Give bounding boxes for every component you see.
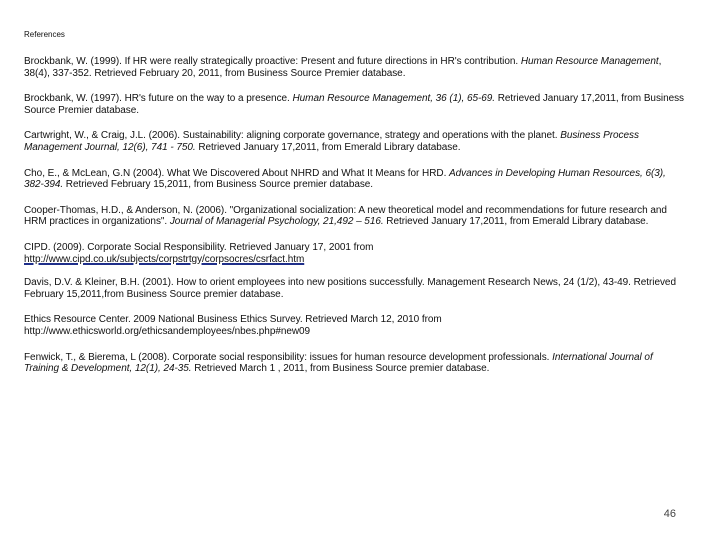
page-number: 46: [663, 508, 676, 520]
reference-source: Journal of Managerial Psychology, 21,492 – 516.: [169, 216, 384, 228]
reference-item-davis: [24, 277, 684, 300]
reference-text: Cooper-Thomas, H.D., & Anderson, N. (2006). "Organizational socialization: A new theoretical model and recommendations for future research and HRM practices in organizations".: [24, 204, 667, 228]
cipd-link[interactable]: http://www.cipd.co.uk/subjects/corpstrtgy/corpsocres/csrfact.htm: [24, 253, 305, 265]
reference-item-ethics: [24, 314, 684, 337]
reference-text: CIPD. (2009). Corporate Social Responsibility. Retrieved January 17, 2001 from: [24, 241, 374, 253]
reference-item: [24, 56, 684, 79]
reference-source: International Journal of Training & Development, 12(1), 24-35.: [24, 351, 653, 375]
reference-retrieval: Retrieved January 17,2011, from Emerald Library database.: [195, 141, 461, 153]
reference-text: Brockbank, W. (1999). If HR were really strategically proactive: Present and future directions in HR's contribution.: [24, 56, 521, 67]
reference-text: Cho, E., & McLean, G.N (2004). What We Discovered About NHRD and What It Means for HRD.: [24, 167, 450, 179]
reference-retrieval: Retrieved February 15,2011, from Business Source premier database.: [63, 179, 374, 191]
reference-retrieval: , 38(4), 337-352. Retrieved February 20, 2011, from Business Source Premier database.: [24, 56, 662, 79]
reference-text: Davis, D.V. & Kleiner, B.H. (2001). How to orient employees into new positions successfully. Management Research News, 24 (1/2), 43-49. Retrieved February 15,2011,from Business Source premier database.: [24, 277, 676, 300]
reference-item: [24, 93, 684, 116]
reference-item-cipd: [24, 242, 684, 265]
ethics-url: http://www.ethicsworld.org/ethicsandemployees/nbes.php#new09: [24, 325, 311, 337]
reference-retrieval: Retrieved January 17,2011, from Emerald Library database.: [383, 216, 649, 228]
reference-item-fenwick: [24, 352, 684, 375]
reference-item: [24, 205, 684, 228]
reference-text: Fenwick, T., & Bierema, L (2008). Corporate social responsibility: issues for human resource development professionals.: [24, 351, 553, 363]
reference-list: [24, 56, 684, 389]
reference-source: Human Resource Management: [520, 56, 659, 67]
reference-source: Human Resource Management, 36 (1), 65-69.: [292, 93, 496, 105]
reference-text: Ethics Resource Center. 2009 National Business Ethics Survey. Retrieved March 12, 2010 from: [24, 314, 442, 326]
reference-text: Cartwright, W., & Craig, J.L. (2006). Sustainability: aligning corporate governance, strategy and operations with the planet.: [24, 130, 561, 142]
reference-retrieval: Retrieved January 17,2011, from Business Source Premier database.: [24, 93, 684, 116]
reference-retrieval: Retrieved March 1 , 2011, from Business Source premier database.: [191, 363, 490, 375]
reference-item: [24, 168, 684, 191]
reference-source: Advances in Developing Human Resources, 6(3), 382-394.: [24, 167, 666, 191]
reference-item: [24, 130, 684, 153]
page-title: References: [24, 30, 65, 39]
reference-text: Brockbank, W. (1997). HR's future on the way to a presence.: [24, 93, 293, 105]
reference-source: Business Process Management Journal, 12(6), 741 - 750.: [24, 130, 639, 153]
